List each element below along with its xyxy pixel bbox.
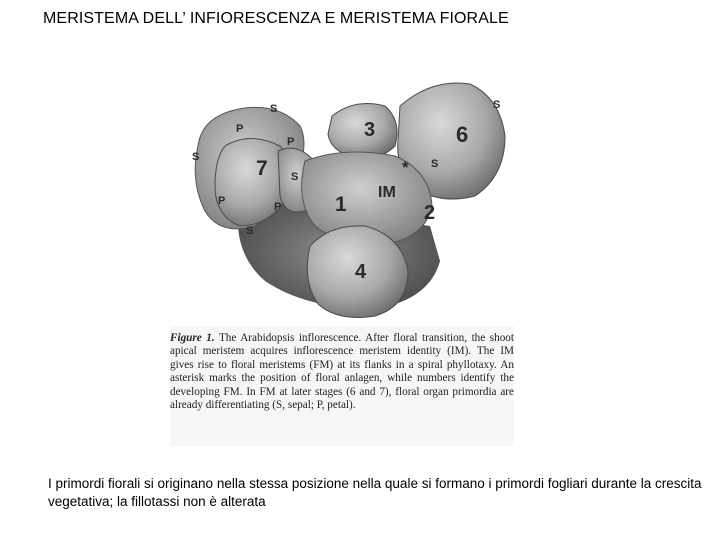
- label-stage-1: 1: [335, 193, 347, 216]
- caption-text: The Arabidopsis inflorescence. After floral transition, the shoot apical meristem acquires inflorescence meristem identity (IM). The IM gives rise to floral meristems (FM) at its flanks in a spiral phyllotaxy. An asterisk marks the position of floral anlagen, while numbers identify the developing FM. In FM at later stages (6 and 7), floral organ primordia are already differentiating (S, sepal; P, petal).: [170, 332, 514, 412]
- label-stage-3: 3: [364, 119, 376, 141]
- label-s: S: [270, 103, 278, 115]
- label-s: S: [291, 171, 299, 183]
- slide-title: MERISTEMA DELL’ INFIORESCENZA E MERISTEMA FIORALE: [43, 10, 509, 27]
- label-p: P: [287, 136, 295, 148]
- label-s: S: [246, 225, 254, 237]
- sem-micrograph: [170, 76, 514, 326]
- figure-caption: [170, 332, 514, 412]
- label-stage-6: 6: [456, 122, 469, 147]
- label-stage-2: 2: [424, 202, 436, 224]
- label-p: P: [236, 123, 244, 135]
- label-p: P: [218, 195, 226, 207]
- label-s: S: [493, 99, 501, 111]
- label-stage-7: 7: [256, 157, 268, 180]
- asterisk-floral-anlagen: *: [402, 158, 409, 177]
- label-s: S: [192, 151, 200, 163]
- label-im: IM: [378, 184, 396, 201]
- body-paragraph: I primordi fiorali si originano nella stessa posizione nella quale si formano i primordi fogliari durante la crescita vegetativa; la fillotassi non è alterata: [48, 476, 702, 509]
- caption-label: Figure 1.: [170, 332, 215, 344]
- label-p: P: [274, 201, 282, 213]
- label-s: S: [431, 158, 439, 170]
- figure: [170, 76, 514, 446]
- label-stage-4: 4: [355, 261, 367, 283]
